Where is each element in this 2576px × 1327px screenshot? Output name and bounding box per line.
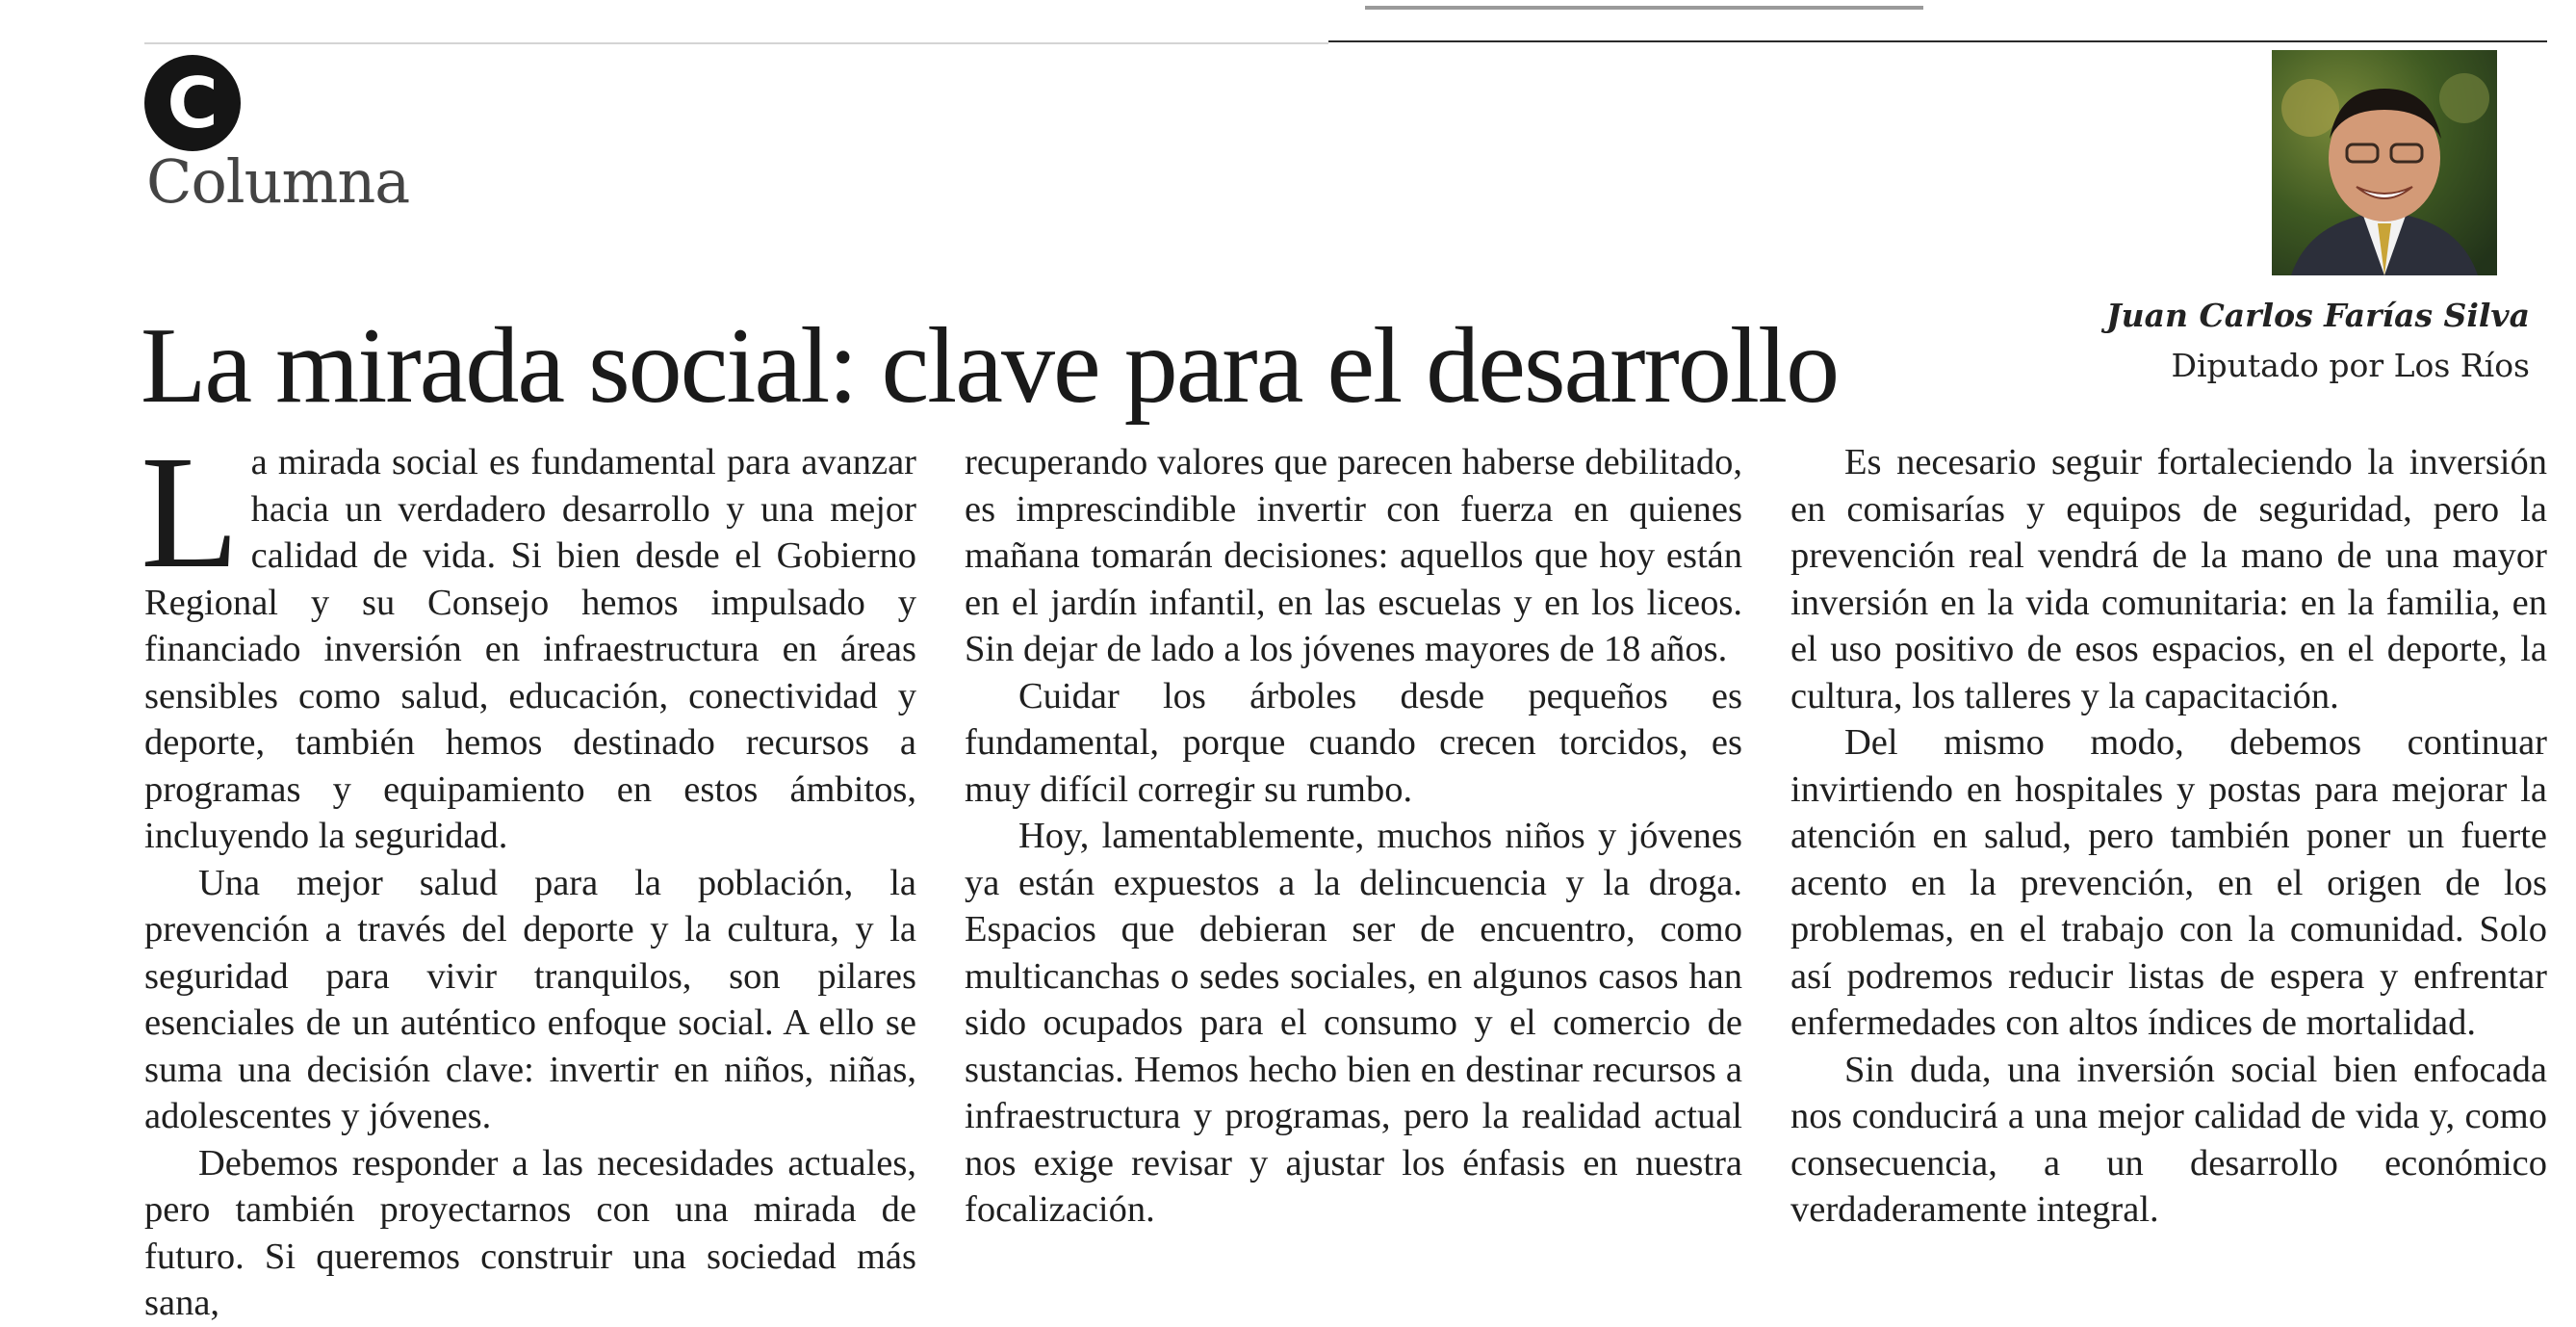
author-name: Juan Carlos Farías Silva [2106, 297, 2530, 334]
article-paragraph: Sin duda, una inversión social bien enfocada nos conducirá a una mejor calidad de vida y, como consecuencia, a un desarrollo económico verdaderamente integral. [1790, 1049, 2547, 1230]
section-badge-letter: C [167, 63, 219, 143]
article-paragraph: Debemos responder a las necesidades actuales, pero también proyectarnos con una mirada de futuro. Si queremos construir una sociedad más sana, [144, 1142, 916, 1323]
article-column-3 [1790, 439, 2547, 1238]
top-rule-left [144, 42, 1328, 44]
article-headline: La mirada social: clave para el desarrollo [141, 306, 1839, 426]
top-rule-bar [1365, 6, 1923, 10]
article-column-1 [141, 423, 916, 1323]
author-portrait-image [2272, 50, 2497, 275]
article-column-2 [965, 439, 1742, 1238]
article-paragraph: recuperando valores que parecen haberse debilitado, es imprescindible invertir con fuerza en quienes mañana tomarán decisiones: aquellos que hoy están en el jardín infantil, en las escuelas y en los liceos. Sin dejar de lado a los jóvenes mayores de 18 años. [965, 442, 1742, 669]
author-portrait [2272, 50, 2497, 275]
article-paragraph: Del mismo modo, debemos continuar invirtiendo en hospitales y postas para mejorar la atención en salud, pero también poner un fuerte acento en la prevención, en el origen de los problemas, en el trabajo con la comunidad. Solo así podremos reducir listas de espera y enfrentar enfermedades con altos índices de mortalidad. [1790, 722, 2547, 1043]
author-role: Diputado por Los Ríos [2171, 347, 2530, 384]
paragraph-text: a mirada social es fundamental para avanzar hacia un verdadero desarrollo y una mejor calidad de vida. Si bien desde el Gobierno Regional y su Consejo hemos impulsado y financiado inversión en infraestructura en áreas sensibles como salud, educación, conectividad y deporte, también hemos destinado recursos a programas y equipamiento en estos ámbitos, incluyendo la seguridad. [144, 442, 916, 856]
article-paragraph: Es necesario seguir fortaleciendo la inversión en comisarías y equipos de seguridad, pero la prevención real vendrá de la mano de una mayor inversión en la vida comunitaria: en la familia, en el uso positivo de esos espacios, en el deporte, la cultura, los talleres y la capacitación. [1790, 442, 2547, 716]
article-paragraph: Una mejor salud para la población, la prevención a través del deporte y la cultura, y la seguridad para vivir tranquilos, son pilares esenciales de un auténtico enfoque social. A ello se suma una decisión clave: invertir en niños, niñas, adolescentes y jóvenes. [144, 862, 916, 1136]
top-rule-right [1328, 40, 2547, 42]
article-paragraph: Cuidar los árboles desde pequeños es fundamental, porque cuando crecen torcidos, es muy difícil corregir su rumbo. [965, 675, 1742, 810]
drop-cap: L [141, 423, 240, 602]
section-label: Columna [146, 146, 410, 217]
article-paragraph [141, 423, 916, 860]
article-paragraph: Hoy, lamentablemente, muchos niños y jóvenes ya están expuestos a la delincuencia y la droga. Espacios que debieran ser de encuentro, como multicanchas o sedes sociales, en algunos casos han sido ocupados para el consumo y el comercio de sustancias. Hemos hecho bien en destinar recursos a infraestructura y programas, pero la realidad actual nos exige revisar y ajustar los énfasis en nuestra focalización. [965, 816, 1742, 1230]
section-badge-icon [144, 55, 241, 151]
